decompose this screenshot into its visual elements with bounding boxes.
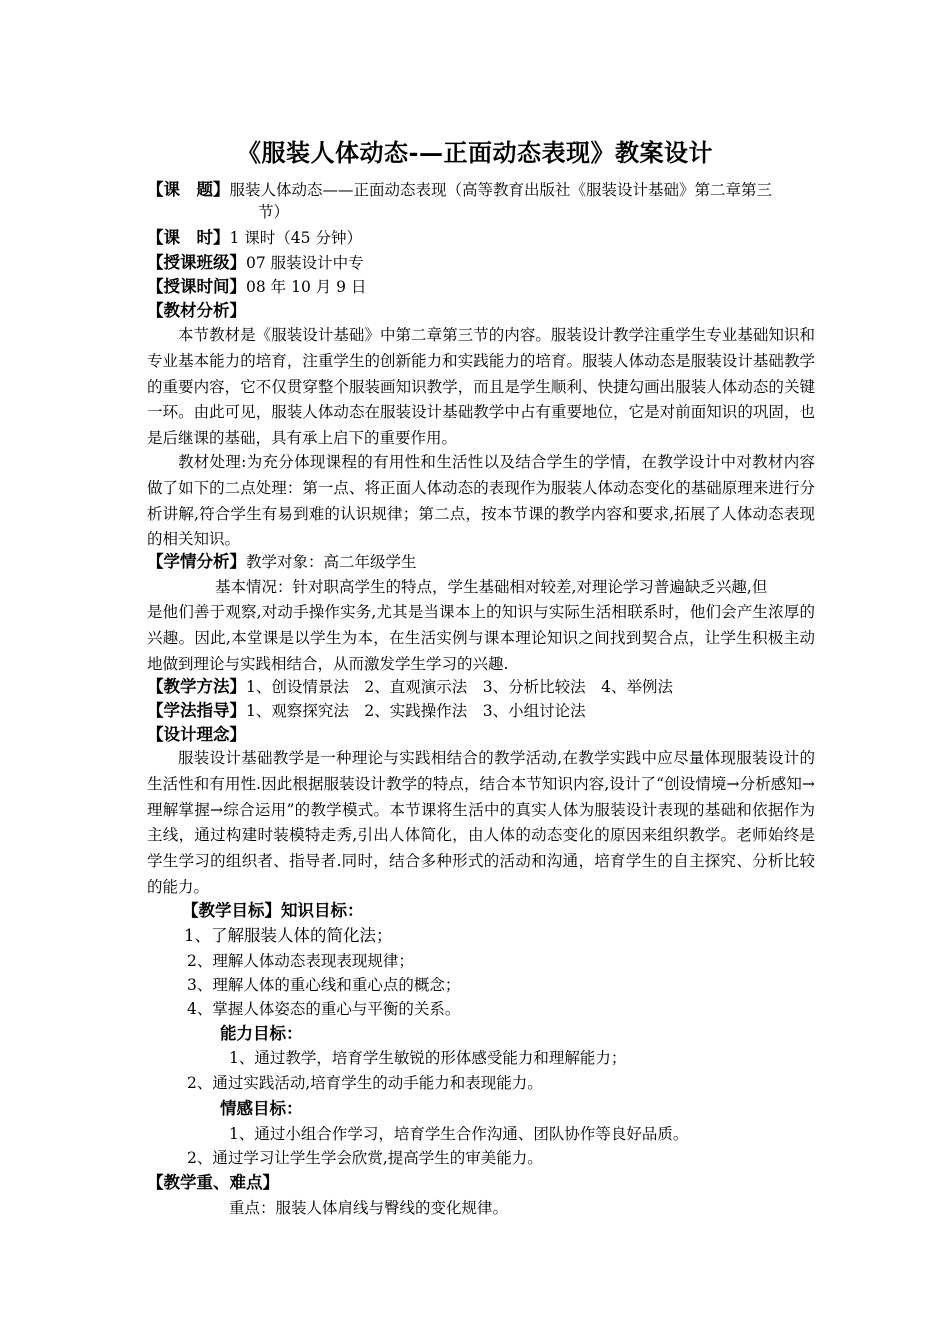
key-row [147, 1170, 827, 1196]
subject-value: 服装人体动态——正面动态表现（高等教育出版社《服装设计基础》第二章第三 [229, 181, 773, 199]
knowledge-item: 4、掌握人体姿态的重心与平衡的关系。 [187, 1000, 461, 1018]
time-value: 08 年 10 月 9 日 [246, 278, 367, 296]
design-paragraph: 服装设计基础教学是一种理论与实践相结合的教学活动,在教学实践中应尽量体现服装设计的生活性和有用性.因此根据服装设计教学的特点，结合本节知识内容,设计了“创设情境→分析感知→理解掌握→综合运用”的教学模式。本节课将生活中的真实人体为服装设计表现的基础和依据作为主线，通过构建时装模特走秀,引出人体简化，由人体的动态变化的原因来组织教学。老师始终是学生学习的组织者、指导者.同时，结合多种形式的活动和沟通，培育学生的自主探究、分析比较的能力。 [147, 749, 815, 896]
class-label: 【授课班级】 [147, 253, 246, 272]
students-label: 【学情分析】 [147, 552, 246, 571]
textbook-label: 【教材分析】 [147, 301, 246, 320]
knowledge-item: 2、理解人体动态表现表现规律； [187, 952, 414, 970]
ability-item: 2、通过实践活动,培育学生的动手能力和表现能力。 [187, 1074, 543, 1092]
document-title: 《服装人体动态-—正面动态表现》教案设计 [237, 138, 713, 167]
hours-label: 【课 时】 [147, 228, 230, 247]
ability-heading [220, 1022, 303, 1046]
knowledge-item: 3、理解人体的重心线和重心点的概念； [187, 976, 461, 994]
emotion-label: 情感目标： [220, 1099, 303, 1118]
hours-value: 1 课时（45 分钟） [229, 229, 362, 247]
study-value: 1、观察探究法 2、实践操作法 3、小组讨论法 [246, 702, 586, 720]
goals-heading [182, 898, 862, 924]
time-label: 【授课时间】 [147, 277, 246, 296]
methods-value: 1、创设情景法 2、直观演示法 3、分析比较法 4、举例法 [246, 678, 673, 696]
textbook-row [147, 298, 827, 324]
key-point: 重点：服装人体肩线与臀线的变化规律。 [229, 1199, 509, 1217]
design-row [147, 722, 827, 748]
students-paragraph-rest: 是他们善于观察,对动手操作实务,尤其是当课本上的知识与实际生活相联系时，他们会产生浓厚的兴趣。因此,本堂课是以学生为本，在生活实例与课本理论知识之间找到契合点，让学生积极主动地做到理论与实践相结合，从而激发学生学习的兴趣. [147, 603, 815, 673]
textbook-paragraph-1: 本节教材是《服装设计基础》中第二章第三节的内容。服装设计教学注重学生专业基础知识和专业基本能力的培育，注重学生的创新能力和实践能力的培育。服装人体动态是服装设计基础教学的重要内容，它不仅贯穿整个服装画知识教学，而且是学生顺利、快捷勾画出服装人体动态的关键一环。由此可见，服装人体动态在服装设计基础教学中占有重要地位，它是对前面知识的巩固，也是后继课的基础，具有承上启下的重要作用。 [147, 326, 815, 448]
knowledge-item: 1、了解服装人体的简化法； [184, 926, 393, 945]
class-value: 07 服装设计中专 [246, 254, 364, 272]
textbook-paragraph-2: 教材处理:为充分体现课程的有用性和生活性以及结合学生的学情，在教学设计中对教材内容做了如下的二点处理：第一点、将正面人体动态的表现作为服装人体动态变化的基础原理来进行分析讲解,符合学生有易到难的认识规律；第二点，按本节课的教学内容和要求,拓展了人体动态表现的相关知识。 [147, 453, 815, 549]
subject-label: 【课 题】 [147, 180, 230, 199]
ability-label: 能力目标： [220, 1024, 303, 1043]
goals-label: 【教学目标】知识目标： [182, 901, 364, 920]
students-row [147, 549, 827, 575]
key-label: 【教学重、难点】 [147, 1173, 279, 1192]
subject-row-continued [258, 200, 938, 225]
time-row [147, 274, 827, 300]
emotion-item: 2、通过学习让学生学会欣赏,提高学生的审美能力。 [187, 1149, 543, 1167]
methods-label: 【教学方法】 [147, 677, 246, 696]
students-value: 教学对象：高二年级学生 [246, 553, 417, 571]
ability-item: 1、通过教学，培育学生敏锐的形体感受能力和理解能力； [229, 1049, 627, 1067]
subject-value-continued: 节） [258, 203, 290, 221]
methods-row [147, 674, 827, 700]
design-label: 【设计理念】 [147, 725, 246, 744]
emotion-item: 1、通过小组合作学习，培育学生合作沟通、团队协作等良好品质。 [229, 1125, 689, 1143]
study-label: 【学法指导】 [147, 701, 246, 720]
study-row [147, 698, 827, 724]
students-paragraph-first-line: 基本情况：针对职高学生的特点，学生基础相对较差,对理论学习普遍缺乏兴趣,但 [215, 578, 768, 596]
emotion-heading [220, 1097, 303, 1121]
hours-row [147, 225, 827, 251]
class-row [147, 250, 827, 276]
